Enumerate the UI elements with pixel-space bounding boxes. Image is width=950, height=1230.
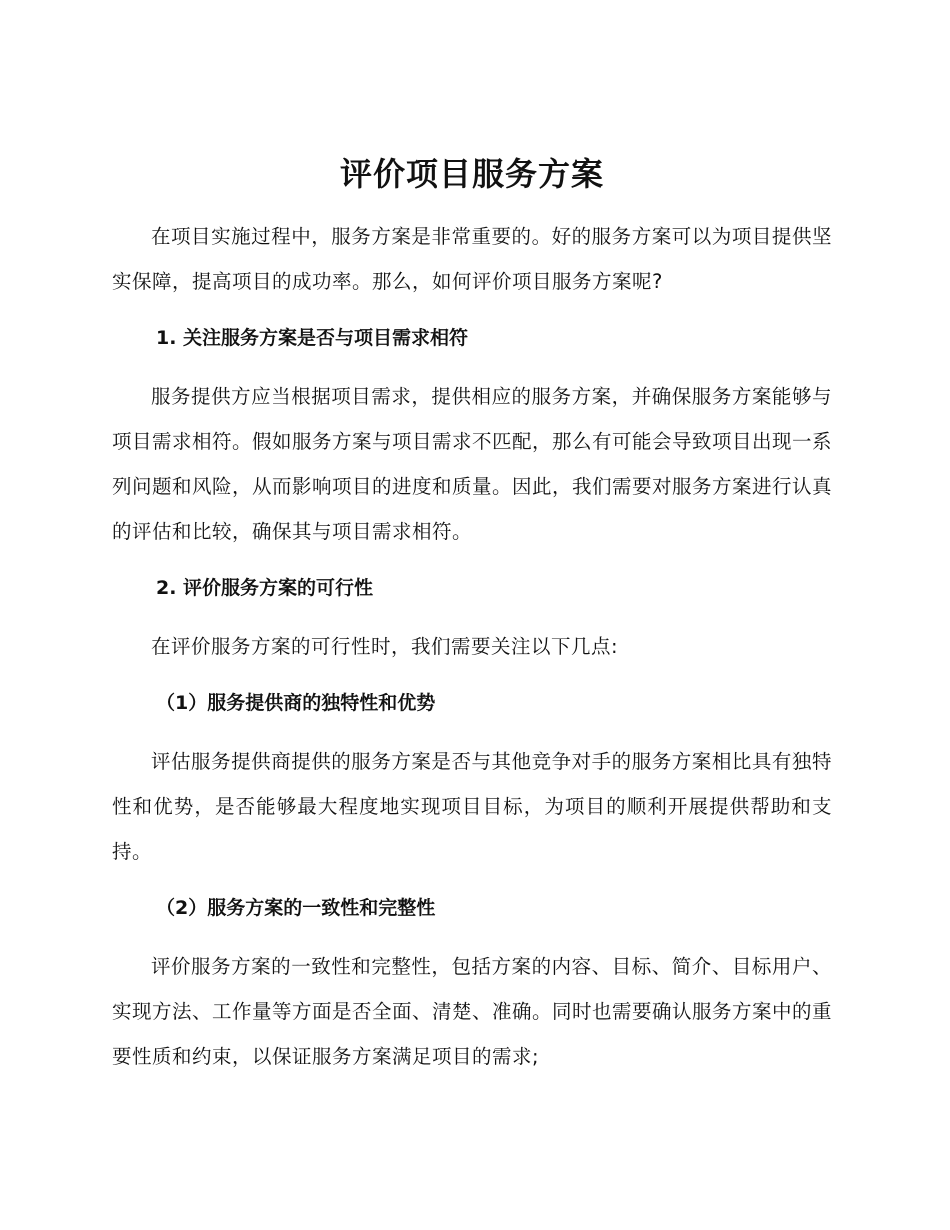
- section-1-heading: 1. 关注服务方案是否与项目需求相符: [156, 327, 469, 349]
- section-2-intro: 在评价服务方案的可行性时，我们需要关注以下几点:: [151, 635, 619, 658]
- intro-paragraph: 在项目实施过程中，服务方案是非常重要的。好的服务方案可以为项目提供坚实保障，提高项目的成功率。那么，如何评价项目服务方案呢?: [112, 225, 832, 293]
- document-content: [112, 146, 832, 1079]
- point-2-body: 评价服务方案的一致性和完整性，包括方案的内容、目标、简介、目标用户、实现方法、工作量等方面是否全面、清楚、准确。同时也需要确认服务方案中的重要性质和约束，以保证服务方案满足项目的需求;: [112, 955, 833, 1068]
- document-title: 评价项目服务方案: [339, 155, 604, 193]
- point-1-body: 评估服务提供商提供的服务方案是否与其他竞争对手的服务方案相比具有独特性和优势，是否能够最大程度地实现项目目标，为项目的顺利开展提供帮助和支持。: [112, 750, 832, 863]
- section-1-body: 服务提供方应当根据项目需求，提供相应的服务方案，并确保服务方案能够与项目需求相符。假如服务方案与项目需求不匹配，那么有可能会导致项目出现一系列问题和风险，从而影响项目的进度和质量。因此，我们需要对服务方案进行认真的评估和比较，确保其与项目需求相符。: [112, 385, 833, 543]
- point-1-heading: （1）服务提供商的独特性和优势: [156, 692, 436, 714]
- section-2-heading: 2. 评价服务方案的可行性: [156, 577, 374, 599]
- point-2-heading: （2）服务方案的一致性和完整性: [156, 897, 436, 919]
